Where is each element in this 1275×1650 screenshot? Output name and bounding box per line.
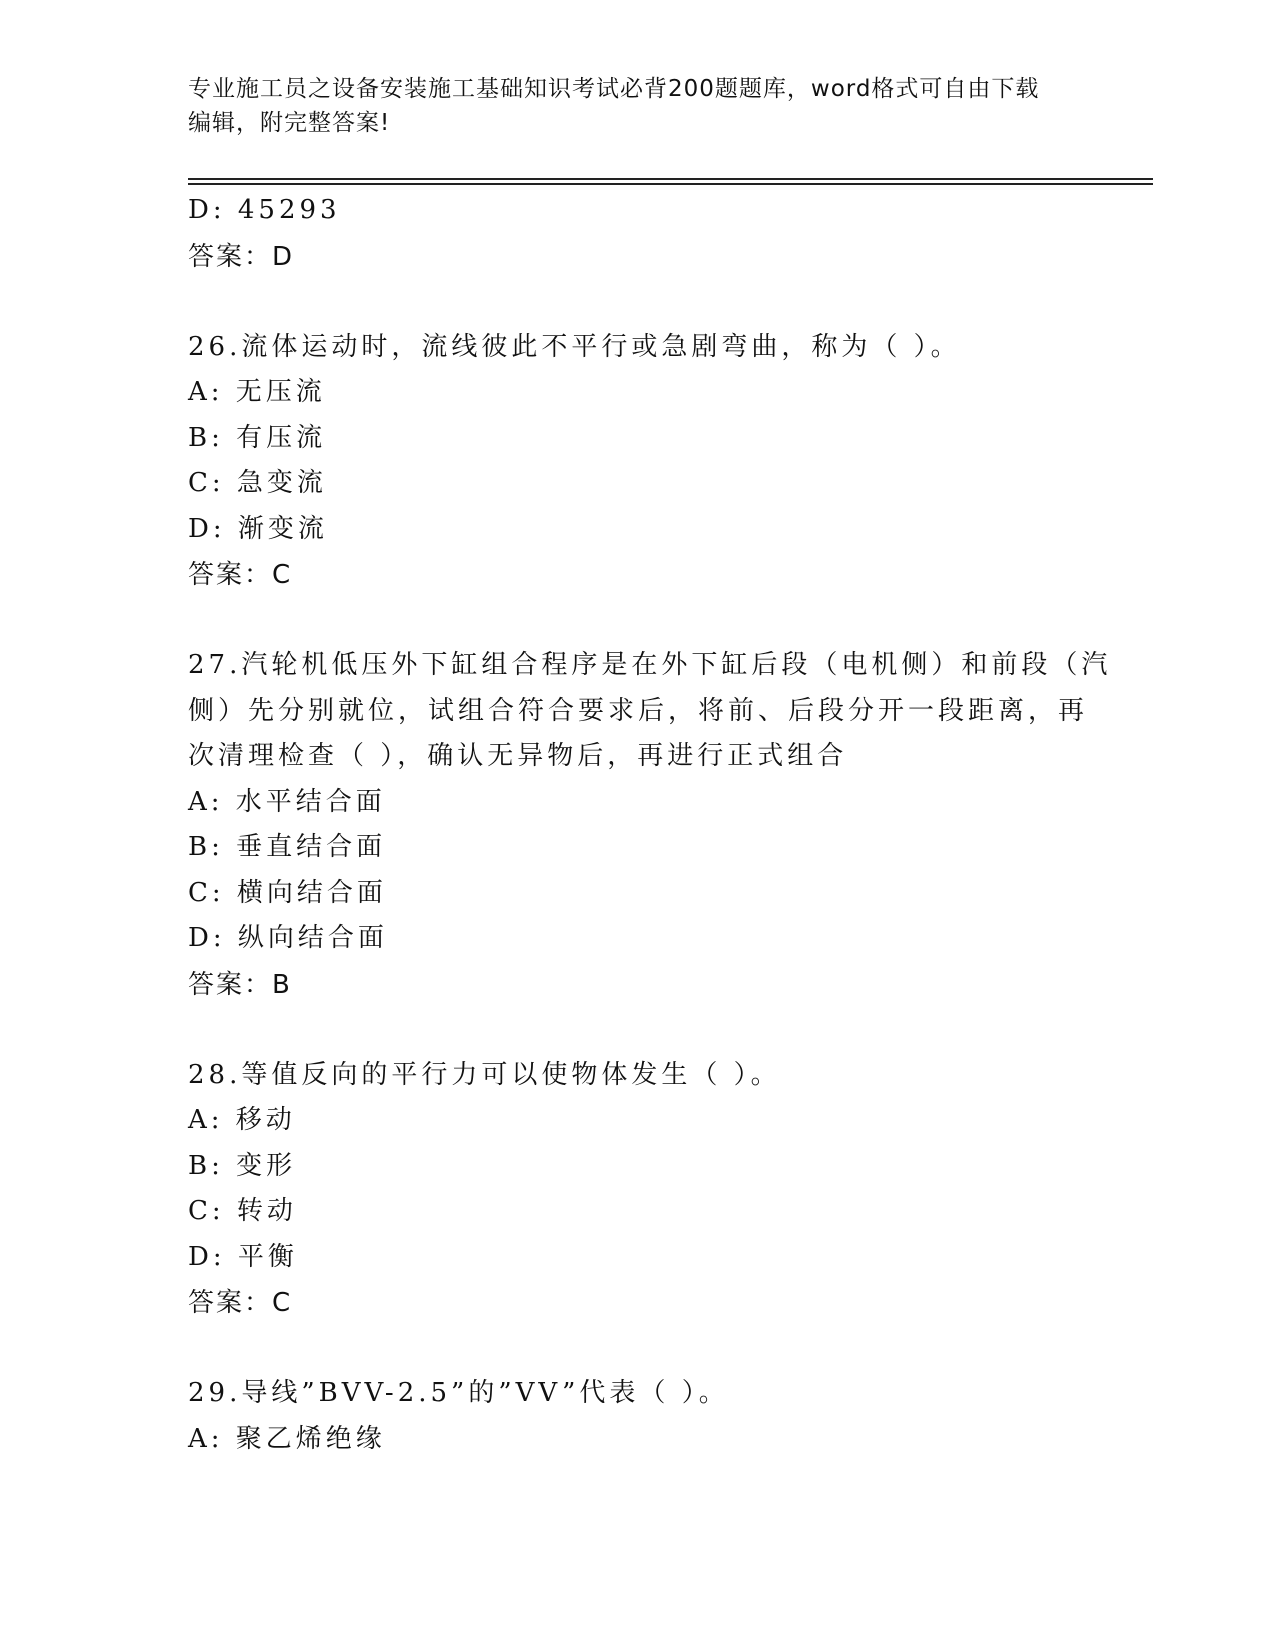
question-text: 29.导线”BVV-2.5”的”VV”代表（ ）。 [188,1378,729,1408]
answer: 答案：B [188,969,292,1000]
question-28 [188,1053,1148,1327]
option-a: A: 水平结合面 [188,786,386,817]
prev-option-d: D: 45293 [188,195,341,225]
option-c: C: 横向结合面 [188,877,387,908]
question-29 [188,1371,1148,1462]
option-d: D: 纵向结合面 [188,923,388,953]
spacer [188,598,1148,643]
option-a: A: 无压流 [188,377,326,407]
option-c: C: 转动 [188,1196,297,1226]
option-b: B: 垂直结合面 [188,832,387,862]
question-content [188,188,1148,1462]
option-d: D: 渐变流 [188,513,328,544]
question-text: 28.等值反向的平行力可以使物体发生（ ）。 [188,1059,781,1090]
question-text-line-3: 次清理检查（ ），确认无异物后，再进行正式组合 [188,741,848,771]
question-26 [188,325,1148,599]
header-line-1: 专业施工员之设备安装施工基础知识考试必背200题题库，word格式可自由下载 [188,76,1040,102]
option-c: C: 急变流 [188,468,327,498]
header-line-2: 编辑，附完整答案! [188,110,391,136]
answer: 答案：C [188,1288,293,1318]
header-divider-bottom [188,183,1153,185]
option-b: B: 变形 [188,1150,297,1181]
header-divider-top [188,178,1153,180]
question-text-line-2: 侧）先分别就位，试组合符合要求后，将前、后段分开一段距离，再 [188,695,1089,726]
document-header [188,72,1088,140]
question-text-line-1: 27.汽轮机低压外下缸组合程序是在外下缸后段（电机侧）和前段（汽 [188,650,1112,680]
option-b: B: 有压流 [188,422,327,453]
spacer [188,1008,1148,1053]
spacer [188,1326,1148,1371]
answer: 答案：C [188,560,293,590]
option-a: A: 聚乙烯绝缘 [188,1423,386,1454]
question-27 [188,643,1148,1008]
option-a: A: 移动 [188,1105,296,1135]
spacer [188,280,1148,325]
prev-answer: 答案：D [188,241,295,272]
option-d: D: 平衡 [188,1241,298,1272]
question-text: 26.流体运动时，流线彼此不平行或急剧弯曲，称为（ ）。 [188,331,961,362]
